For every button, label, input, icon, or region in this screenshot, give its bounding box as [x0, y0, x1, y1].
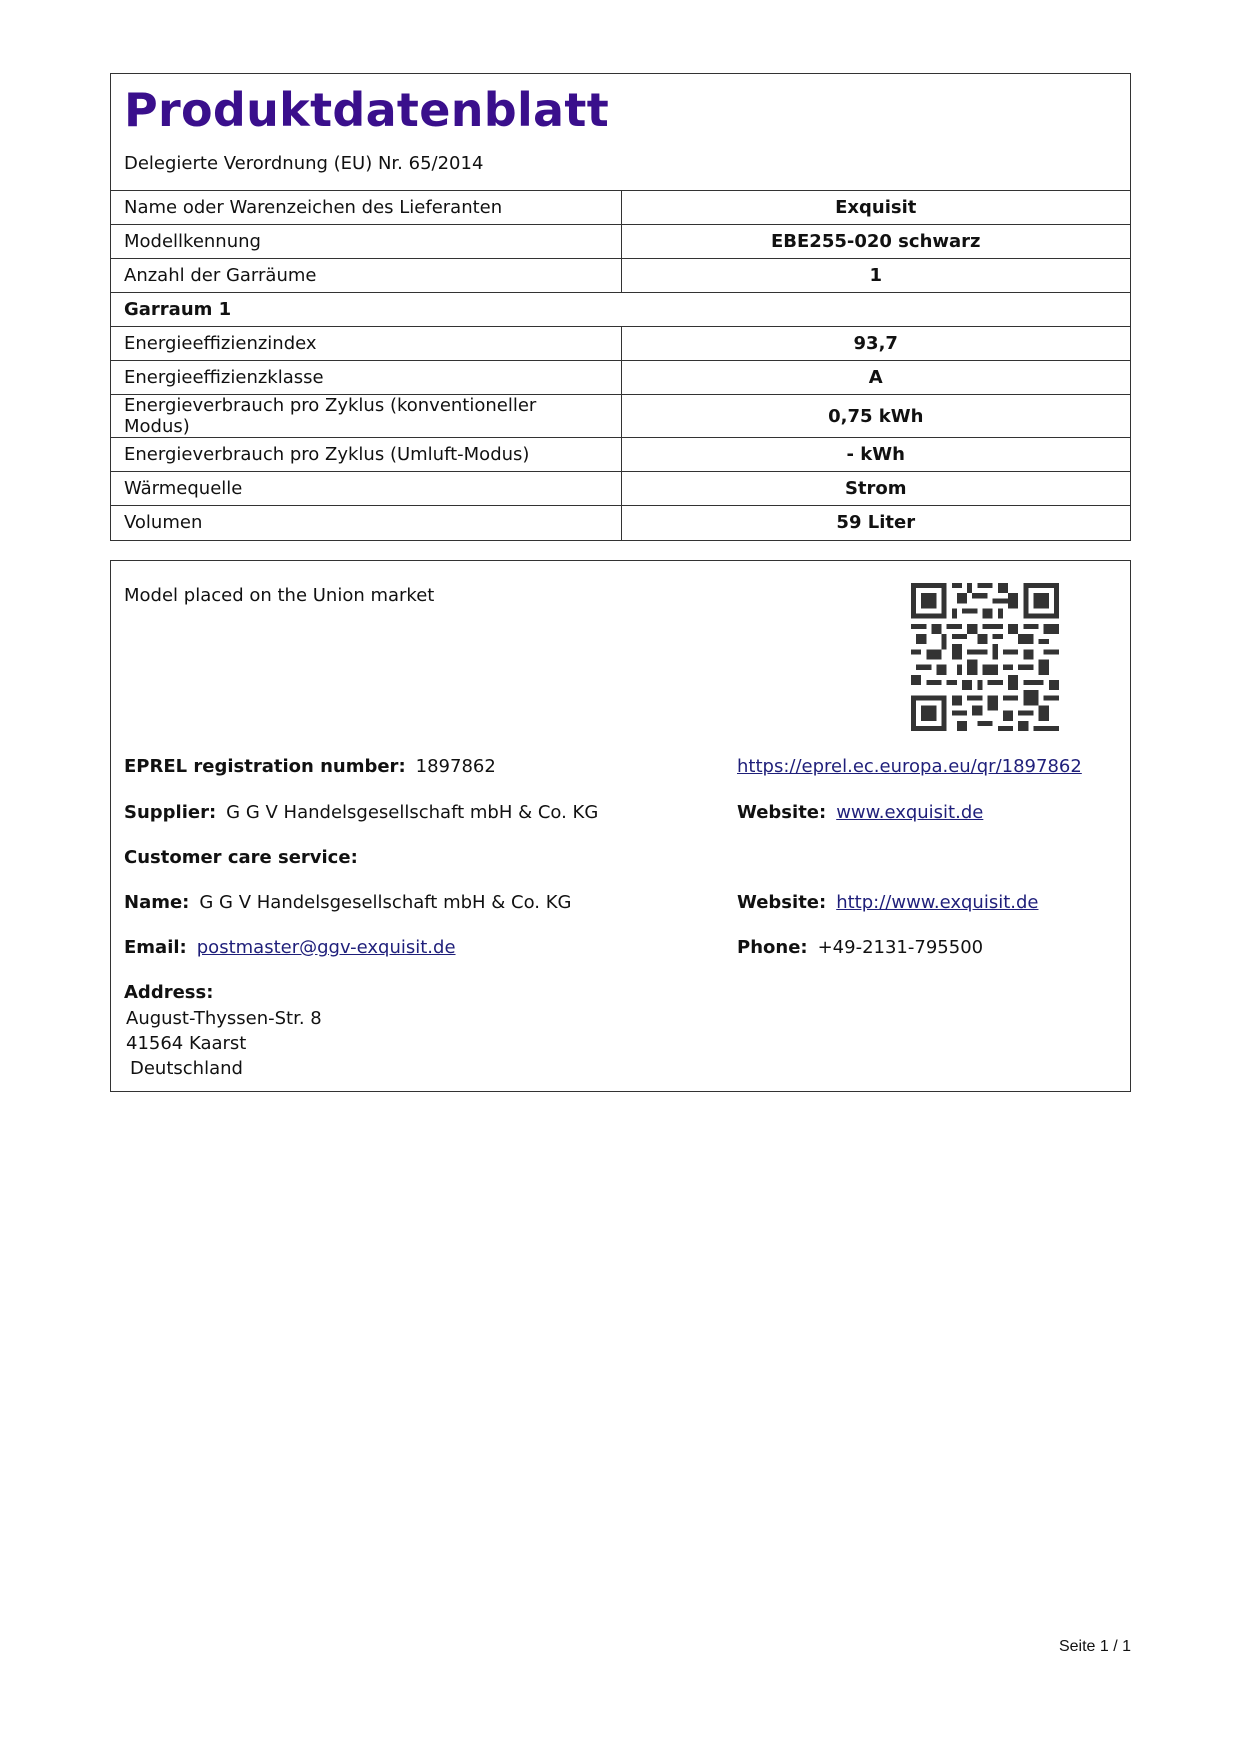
phone-value: +49-2131-795500 [817, 937, 984, 958]
eprel-link-line [737, 756, 1082, 777]
eprel-registration [124, 756, 496, 777]
phone-label: Phone: [737, 937, 808, 958]
email-line [124, 937, 456, 958]
supplier-website-link[interactable]: www.exquisit.de [836, 802, 984, 823]
row-value: Exquisit [621, 191, 1130, 225]
row-label: Anzahl der Garräume [111, 259, 621, 293]
page-title: Produktdatenblatt [124, 83, 609, 137]
table-row [111, 395, 1130, 438]
address-label: Address: [124, 982, 214, 1003]
phone-line [737, 937, 983, 958]
row-label: Energieeffizienzindex [111, 327, 621, 361]
section-label: Garraum 1 [111, 293, 1130, 327]
eprel-info-panel [110, 560, 1131, 1092]
row-label: Energieverbrauch pro Zyklus (Umluft-Modus) [111, 438, 621, 472]
name-label: Name: [124, 892, 190, 913]
row-value: 93,7 [621, 327, 1130, 361]
customer-care-label: Customer care service: [124, 847, 358, 868]
row-label: Wärmequelle [111, 472, 621, 506]
website-label: Website: [737, 802, 827, 823]
website-label: Website: [737, 892, 827, 913]
row-label: Energieeffizienzklasse [111, 361, 621, 395]
row-label: Energieverbrauch pro Zyklus (konventioneller Modus) [111, 395, 621, 438]
cc-website-link[interactable]: http://www.exquisit.de [836, 892, 1039, 913]
email-link[interactable]: postmaster@ggv-exquisit.de [196, 937, 456, 958]
row-value: Strom [621, 472, 1130, 506]
table-row [111, 191, 1130, 225]
address-line-2: 41564 Kaarst [126, 1033, 247, 1054]
supplier-line [124, 802, 598, 823]
table-row [111, 327, 1130, 361]
product-data-table [111, 190, 1130, 540]
table-row [111, 438, 1130, 472]
cc-website-line [737, 892, 1038, 913]
qr-code-icon[interactable] [911, 583, 1059, 731]
row-value: 1 [621, 259, 1130, 293]
product-data-sheet [110, 73, 1131, 541]
table-row [111, 259, 1130, 293]
supplier-value: G G V Handelsgesellschaft mbH & Co. KG [226, 802, 599, 823]
table-row [111, 225, 1130, 259]
eprel-number: 1897862 [415, 756, 496, 777]
row-value: A [621, 361, 1130, 395]
row-label: Modellkennung [111, 225, 621, 259]
row-value: 0,75 kWh [621, 395, 1130, 438]
page-number: Seite 1 / 1 [1058, 1638, 1131, 1655]
eprel-label: EPREL registration number: [124, 756, 406, 777]
address-line-3: Deutschland [130, 1058, 243, 1079]
supplier-website-line [737, 802, 983, 823]
address-heading [124, 982, 223, 1003]
name-value: G G V Handelsgesellschaft mbH & Co. KG [199, 892, 572, 913]
regulation-subtitle: Delegierte Verordnung (EU) Nr. 65/2014 [124, 153, 484, 174]
customer-care-heading [124, 847, 368, 868]
name-line [124, 892, 572, 913]
email-label: Email: [124, 937, 187, 958]
table-row [111, 361, 1130, 395]
table-row [111, 506, 1130, 540]
row-value: EBE255-020 schwarz [621, 225, 1130, 259]
table-row [111, 472, 1130, 506]
supplier-label: Supplier: [124, 802, 217, 823]
row-label: Name oder Warenzeichen des Lieferanten [111, 191, 621, 225]
table-section-row [111, 293, 1130, 327]
address-line-1: August-Thyssen-Str. 8 [126, 1008, 322, 1029]
row-value: - kWh [621, 438, 1130, 472]
eprel-link[interactable]: https://eprel.ec.europa.eu/qr/1897862 [737, 756, 1082, 777]
row-value: 59 Liter [621, 506, 1130, 540]
market-text: Model placed on the Union market [124, 585, 435, 606]
row-label: Volumen [111, 506, 621, 540]
